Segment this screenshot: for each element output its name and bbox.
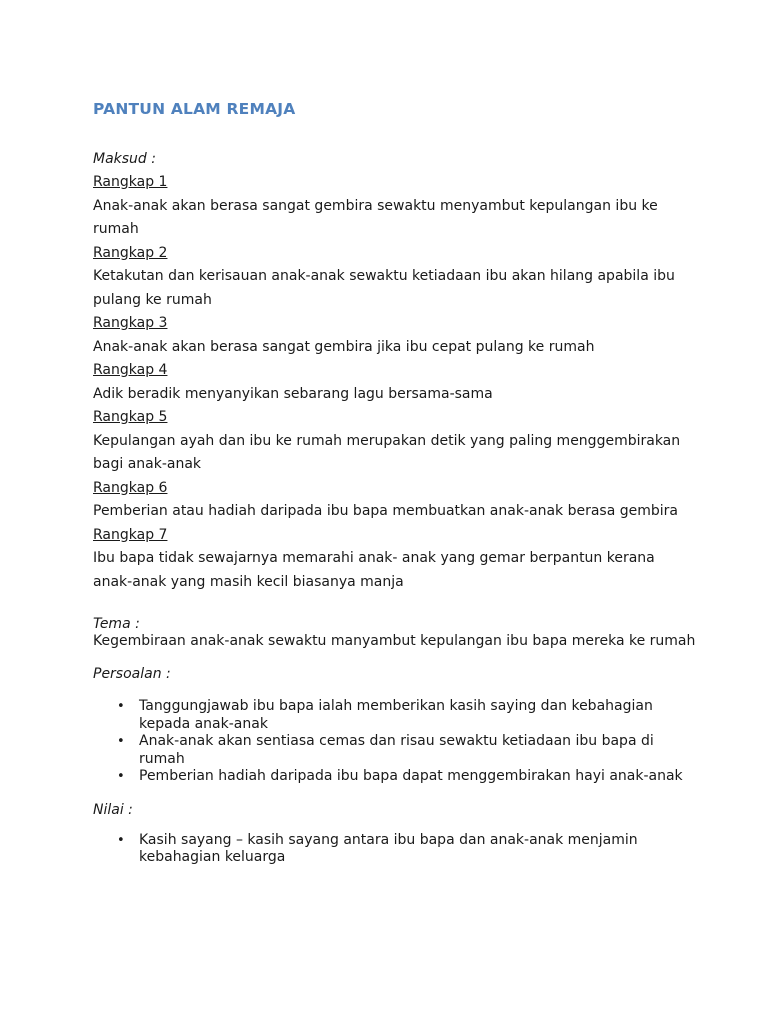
rangkap-title: Rangkap 3 — [93, 315, 168, 331]
maksud-label: Maksud : — [93, 151, 156, 167]
list-item — [117, 733, 698, 768]
rangkap-5 — [93, 406, 698, 477]
rangkap-title: Rangkap 2 — [93, 244, 168, 261]
persoalan-list — [93, 698, 698, 786]
nilai-list — [93, 832, 698, 867]
list-item-text: Pemberian hadiah daripada ibu bapa dapat menggembirakan hayi anak-anak — [139, 768, 683, 784]
rangkap-title: Rangkap 5 — [93, 409, 168, 425]
rangkap-7 — [93, 524, 698, 595]
list-item-text: Kasih sayang – kasih sayang antara ibu bapa dan anak-anak menjamin kebahagian keluarga — [139, 831, 638, 865]
document-title: PANTUN ALAM REMAJA — [93, 100, 296, 118]
rangkap-2 — [93, 242, 698, 313]
rangkap-4 — [93, 359, 698, 406]
rangkap-3 — [93, 312, 698, 359]
rangkap-text: Anak-anak akan berasa sangat gembira sewaktu menyambut kepulangan ibu ke rumah — [93, 197, 658, 237]
nilai-label: Nilai : — [93, 801, 133, 818]
list-item — [117, 698, 698, 733]
rangkap-title: Rangkap 4 — [93, 362, 168, 378]
bullet-icon: • — [117, 832, 125, 848]
list-item — [117, 768, 698, 786]
rangkap-title: Rangkap 6 — [93, 479, 168, 496]
list-item-text: Tanggungjawab ibu bapa ialah memberikan kasih saying dan kebahagian kepada anak-anak — [139, 698, 653, 732]
tema-label: Tema : — [93, 616, 140, 632]
rangkap-title: Rangkap 1 — [93, 174, 168, 190]
rangkap-text: Ibu bapa tidak sewajarnya memarahi anak- anak yang gemar berpantun kerana anak-anak yang masih kecil biasanya manja — [93, 550, 655, 590]
rangkap-text: Kepulangan ayah dan ibu ke rumah merupakan detik yang paling menggembirakan bagi anak-anak — [93, 432, 681, 472]
rangkap-6 — [93, 477, 698, 524]
tema-text: Kegembiraan anak-anak sewaktu manyambut kepulangan ibu bapa mereka ke rumah — [93, 633, 696, 649]
list-item — [117, 831, 698, 867]
rangkap-text: Adik beradik menyanyikan sebarang lagu bersama-sama — [93, 385, 493, 402]
rangkap-1 — [93, 171, 698, 242]
rangkap-title: Rangkap 7 — [93, 526, 168, 543]
bullet-icon: • — [117, 699, 125, 714]
bullet-icon: • — [117, 734, 125, 749]
rangkap-section — [93, 171, 698, 594]
rangkap-text: Ketakutan dan kerisauan anak-anak sewaktu ketiadaan ibu akan hilang apabila ibu pulang ke rumah — [93, 268, 675, 308]
rangkap-text: Pemberian atau hadiah daripada ibu bapa membuatkan anak-anak berasa gembira — [93, 503, 678, 519]
list-item-text: Anak-anak akan sentiasa cemas dan risau sewaktu ketiadaan ibu bapa di rumah — [139, 733, 654, 767]
persoalan-label: Persoalan : — [93, 666, 171, 682]
bullet-icon: • — [117, 769, 125, 784]
rangkap-text: Anak-anak akan berasa sangat gembira jika ibu cepat pulang ke rumah — [93, 338, 595, 355]
